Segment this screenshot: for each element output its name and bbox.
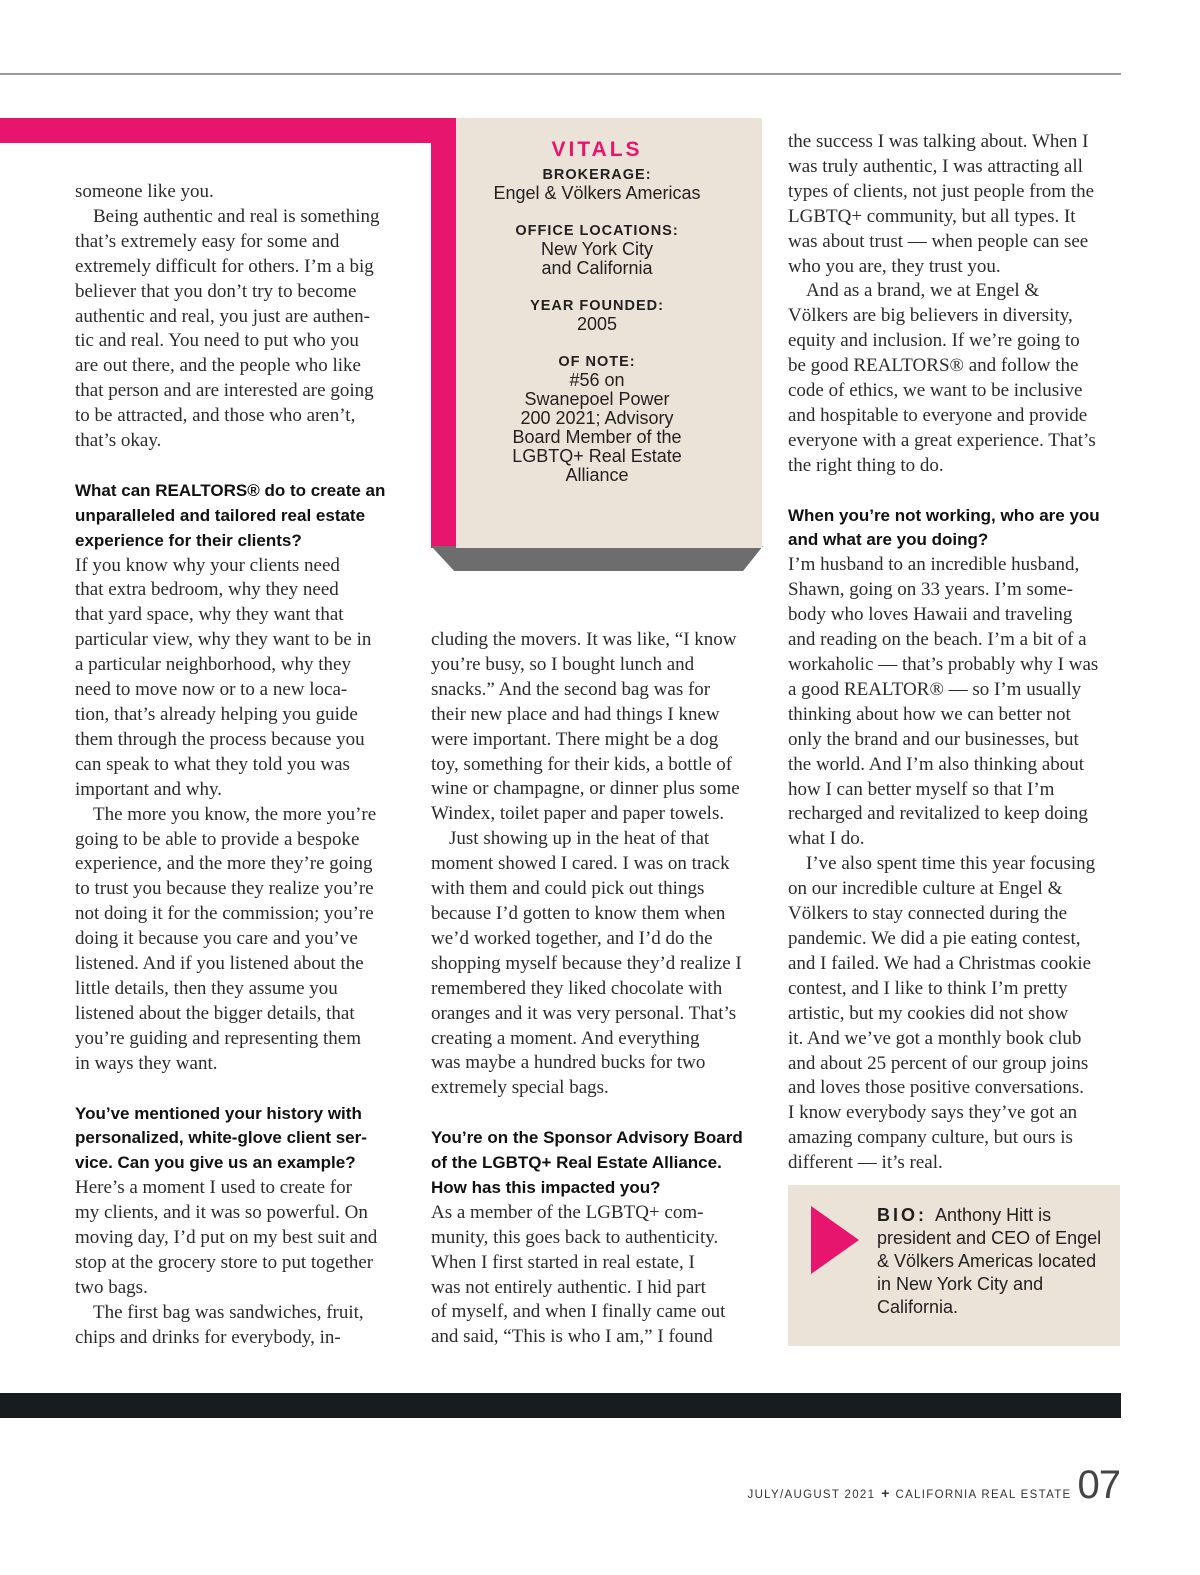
question-heading: What can REALTORS® do to create an unparalleled and tailored real estate experience for their clients? xyxy=(75,480,386,550)
vitals-brokerage xyxy=(456,166,738,203)
issue-date: JULY/AUGUST 2021 xyxy=(747,1489,876,1501)
paragraph: I’ve also spent time this year focusing on our incredible culture at Engel & Völkers to stay connected during the pandemic. We did a pie eating contest, and I failed. We had a Christmas cookie contest, and I like to think I’m pretty artistic, but my cookies did not show it. And we’ve got a monthly book club and about 25 percent of our group joins and loves those positive conversations. I know everybody says they’ve got an amazing company culture, but ours is different — it’s real. xyxy=(788,853,1096,1174)
bottom-bar xyxy=(0,1393,1121,1418)
vitals-note xyxy=(456,353,738,485)
office-value: New York City and California xyxy=(540,239,654,278)
note-label: OF NOTE: xyxy=(558,354,636,370)
brokerage-value: Engel & Völkers Americas xyxy=(493,183,701,203)
bio-label: BIO: xyxy=(877,1205,927,1225)
year-value: 2005 xyxy=(576,314,618,334)
page-footer xyxy=(748,1463,1120,1508)
bio-text xyxy=(877,1204,1109,1319)
accent-bar-vertical xyxy=(431,118,456,548)
paragraph: The more you know, the more you’re going to be able to provide a bespoke experience, and the more they’re going to trust you because they realize you’re not doing it for the commission; you’re doing it because you care and you’ve listened. And if you listened about the little details, then they assume you listened about the bigger details, that you’re guiding and representing them in ways they want. xyxy=(75,803,377,1074)
office-label: OFFICE LOCATIONS: xyxy=(515,223,679,239)
article-column-1 xyxy=(75,180,415,1351)
question-heading: You’ve mentioned your history with personalized, white-glove client ser- vice. Can you give us an example? xyxy=(75,1103,367,1173)
paragraph: someone like you. xyxy=(75,181,214,202)
vitals-year xyxy=(456,297,738,334)
year-label: YEAR FOUNDED: xyxy=(530,298,664,314)
article-column-2 xyxy=(431,628,771,1350)
plus-separator: + xyxy=(881,1485,890,1501)
vitals-title: VITALS xyxy=(551,138,643,161)
publication-name: CALIFORNIA REAL ESTATE xyxy=(895,1489,1072,1501)
top-rule xyxy=(0,73,1121,75)
paragraph: As a member of the LGBTQ+ com- munity, this goes back to authenticity. When I first started in real estate, I was not entirely authentic. I hid part of myself, and when I finally came out and said, “This is who I am,” I found xyxy=(431,1201,726,1348)
paragraph: I’m husband to an incredible husband, Shawn, going on 33 years. I’m some- body who loves Hawaii and traveling and reading on the beach. I’m a bit of a workaholic — that’s probably why I was a good REALTOR® — so I’m usually thinking about how we can better not only the brand and our businesses, but the world. And I’m also thinking about how I can better myself so that I’m recharged and revitalized to keep doing what I do. xyxy=(788,554,1099,850)
paragraph: cluding the movers. It was like, “I know you’re busy, so I bought lunch and snacks.” And the second bag was for their new place and had things I knew were important. There might be a dog toy, something for their kids, a bottle of wine or champagne, or dinner plus some Windex, toilet paper and paper towels. xyxy=(431,629,740,825)
page-number: 07 xyxy=(1077,1463,1120,1507)
paragraph: the success I was talking about. When I was truly authentic, I was attracting all types of clients, not just people from the LGBTQ+ community, but all types. It was about trust — when people can see who you are, they trust you. xyxy=(788,131,1095,277)
vitals-content xyxy=(456,138,738,504)
brokerage-label: BROKERAGE: xyxy=(542,167,652,183)
question-heading: When you’re not working, who are you and what are you doing? xyxy=(788,505,1100,550)
paragraph: Here’s a moment I used to create for my clients, and it was so powerful. On moving day, I’d put on my best suit and stop at the grocery store to put together two bags. xyxy=(75,1177,378,1298)
accent-bar-horizontal xyxy=(0,118,456,143)
bio-description: Anthony Hitt is president and CEO of Engel & Völkers Americas located in New York City and California. xyxy=(877,1205,1102,1317)
vitals-box-shadow xyxy=(431,546,763,571)
paragraph: If you know why your clients need that extra bedroom, why they need that yard space, why they want that particular view, why they want to be in a particular neighborhood, why they need to move now or to a new loca- tion, that’s already helping you guide them through the process because you can speak to what they told you was important and why. xyxy=(75,554,372,800)
paragraph: Just showing up in the heat of that moment showed I cared. I was on track with them and could pick out things because I’d gotten to know them when we’d worked together, and I’d do the shopping myself because they’d realize I remembered they liked chocolate with oranges and it was very personal. That’s creating a moment. And everything was maybe a hundred bucks for two extremely special bags. xyxy=(431,828,742,1099)
vitals-office xyxy=(456,222,738,278)
article-column-3 xyxy=(788,130,1128,1176)
paragraph: And as a brand, we at Engel & Völkers are big believers in diversity, equity and inclusion. If we’re going to be good REALTORS® and follow the code of ethics, we want to be inclusive and hospitable to everyone and provide everyone with a great experience. That’s the right thing to do. xyxy=(788,280,1096,476)
play-arrow-icon xyxy=(811,1206,859,1274)
paragraph: The first bag was sandwiches, fruit, chips and drinks for everybody, in- xyxy=(75,1301,364,1348)
paragraph: Being authentic and real is something that’s extremely easy for some and extremely difficult for others. I’m a big believer that you don’t try to become authentic and real, you just are authen- tic and real. You need to put who you are out there, and the people who like that person and are interested are going to be attracted, and those who aren’t, that’s okay. xyxy=(75,205,380,452)
question-heading: You’re on the Sponsor Advisory Board of the LGBTQ+ Real Estate Alliance. How has this impacted you? xyxy=(431,1128,743,1197)
note-value: #56 on Swanepoel Power 200 2021; Advisory Board Member of the LGBTQ+ Real Estate Alliance xyxy=(512,370,682,485)
